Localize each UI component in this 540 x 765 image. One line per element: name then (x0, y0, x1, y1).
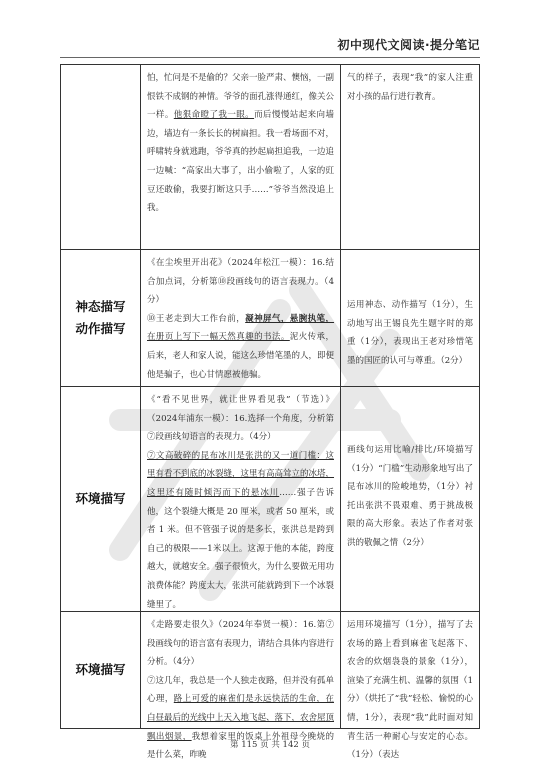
passage-cell: 《走路要走很久》（2024年奉贤一模）：16.第⑦段画线句的语言富有表现力，请结合具体内容进行分析。（4分） ⑦这几年，我总是一个人独走夜路，但并没有孤单心理，路上可爱的麻雀们是永远快活的生命，在白昼最后的光线中上天入地飞起、落下，农舍屋顶飘出烟景，我想着家里的饭桌上外祖母今晚烧的是什么菜，昨晚 (141, 612, 341, 728)
passage-cell: 《“看不见世界，就让世界看见我”（节选）》（2024年浦东一模）：16.选择一个角度，分析第⑦段画线句语言的表现力。（4分） ⑦文高破碎的昆布冰川是张洪的又一道门槛：这里有看不到底的冰裂缝，这里有高高耸立的冰塔，这里还有随时倾泻而下的悬冰川……强子告诉他，这个裂缝大概是 20 厘米，或者 50 厘米，或者 1 米。但不管强子说的是多长，张洪总是跨到自己的极限——1米以上。这源于他的本能，跨度越大，就越安全。强子很愤火，为什么要做无用功浪费体能？跨度太大，张洪可能就跨到下一个冰裂缝里了。 (141, 387, 341, 611)
category-cell (61, 65, 141, 249)
category-label: 动作描写 (75, 321, 126, 336)
answer-cell: 运用环境描写（1分），描写了去农场的路上看到麻雀飞起落下、农舍的炊烟袅袅的景象（1分），渲染了充满生机、温馨的氛围（1分）（烘托了“我”轻松、愉悦的心情，1分），表现“我”此时面对知青生活一种耐心与安定的心态。（1分）（表达 (347, 620, 473, 761)
category-label: 神态描写 (75, 299, 126, 314)
answer-cell: 气的样子，表现“我”的家人注重对小孩的品行进行教育。 (347, 73, 473, 102)
category-label: 环境描写 (75, 662, 126, 677)
table-row (61, 387, 479, 612)
answer-cell: 画线句运用比喻/排比/环境描写（1分）“门槛”生动形象地写出了昆布冰川的险峻地势，（1分）衬托出张洪不畏艰难、勇于挑战极限的高大形象。表达了作者对张洪的敬佩之情（2分） (347, 445, 473, 548)
page-number: 第 115 页 共 142 页 (230, 740, 310, 750)
category-cell (61, 250, 141, 386)
page-header-title: 初中现代文阅读·提分笔记 (337, 38, 480, 52)
category-cell (61, 612, 141, 728)
answer-cell: 运用神态、动作描写（1分），生动地写出王锡良先生题字时的郑重（1分），表现出王老对珍惜笔墨的国匠的认可与尊重。（2分） (347, 300, 473, 366)
category-label: 环境描写 (75, 491, 126, 506)
category-cell (61, 387, 141, 611)
table-row (61, 65, 479, 250)
passage-cell: 怕，忙问是不是偷的？父亲一脸严肃、懊恼，一副恨铁不成钢的神情。爷爷的面孔涨得通红，像关公一样。他狠命瞪了我一眼。而后慢慢站起来向墙边，墙边有一条长长的树扁担。我一看场面不对，呼啸转身就逃跑，爷爷真的抄起扁担追我，一边追一边喊：“高家出大事了，出小偷啦了，人家的豇豆还敢偷，我要打断这只手……”爷爷当然没追上我。 (141, 65, 341, 249)
passage-cell: 《在尘埃里开出花》（2024年松江一模）：16.结合加点词，分析第⑩段画线句的语言表现力。（4分） ⑩王老走到大工作台前，凝神屏气，悬腕执笔，在册页上写下一幅天然真趣的书法。泥火传承，后来，老人和家人说，能这么珍惜笔墨的人，即便他是骗子，也心甘情愿被他骗。 (141, 250, 341, 386)
header-divider (60, 57, 480, 58)
table-row (61, 250, 479, 387)
